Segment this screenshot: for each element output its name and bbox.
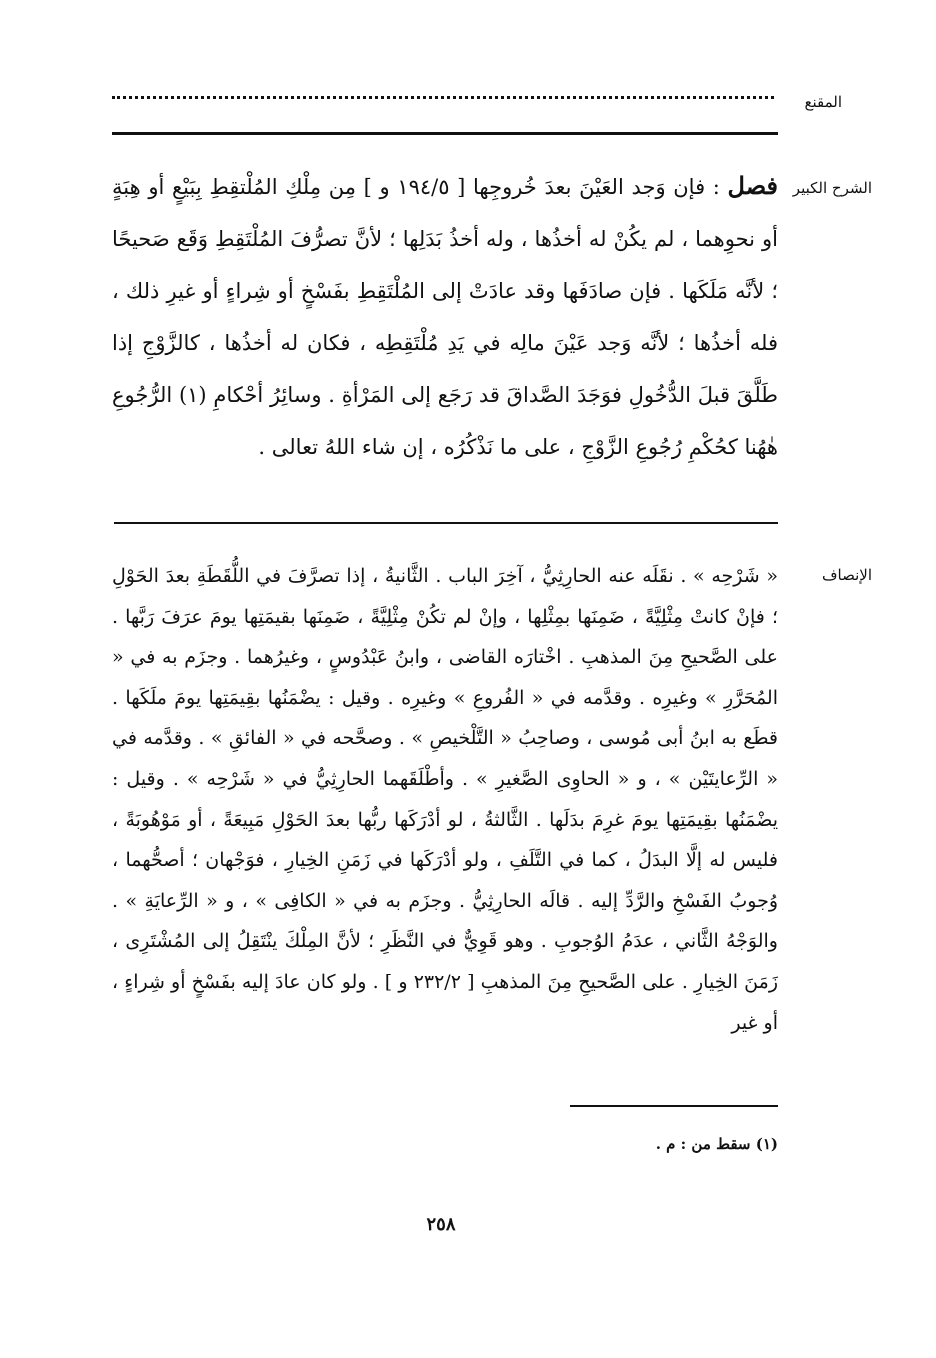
sharh-paragraph bbox=[112, 160, 778, 473]
page-number: ٢٥٨ bbox=[426, 1214, 456, 1235]
insaf-text: « شَرْحِه » . نقَلَه عنه الحارِثِيُّ ، آخِرَ الباب . الثَّانيةُ ، إذا تصرَّفَ في اللُّقَطَةِ بعدَ الحَوْلِ ؛ فإنْ كانتْ مِثْلِيَّةً ، ضَمِنَها بمِثْلِها ، وإنْ لم تكُنْ مِثْلِيَّةً ، ضَمِنَها بقيمَتِها يومَ عرَفَ رَبَّها . على الصَّحيحِ مِنَ المذهبِ . اخْتارَه القاضى ، وابنُ عَبْدُوسٍ ، وغيرُهما . وجزَم به في « المُحَرَّرِ » وغيرِه . وقدَّمه في « الفُروعِ » وغيرِه . وقيل : يضْمَنُها بقِيمَتِها يومَ ملَكَها . قطَع به ابنُ أبى مُوسى ، وصاحِبُ « التَّلْخيصِ » . وصحَّحه في « الفائقِ » . وقدَّمه في « الرِّعايتَيْن » ، و « الحاوِى الصَّغيرِ » . وأطْلَقَهما الحارِثِيُّ في « شَرْحِه » . وقيل : يضْمَنُها بقِيمَتِها يومَ غرِمَ بدَلَها . الثَّالثةُ ، لو أدْرَكَها ربُّها بعدَ الحَوْلِ مَبِيعَةً ، أو مَوْهُوبَةً ، فليس له إلَّا البدَلُ ، كما في التَّلَفِ ، ولو أدْرَكَها في زَمَنِ الخِيارِ ، فوَجْهان ؛ أصحُّهما ، وُجوبُ الفَسْخِ والرَّدِّ إليه . قالَه الحارِثِيُّ . وجزَم به في « الكافِى » ، و « الرِّعايَةِ » . والوَجْهُ الثَّاني ، عدَمُ الوُجوبِ . وهو قَوِيٌّ في النَّظَرِ ؛ لأنَّ المِلْكَ ينْتَقِلُ إلى المُشْتَرِى ، زَمَنَ الخِيارِ . على الصَّحيحِ مِنَ المذهبِ [ ٢٣٢/٢ و ] . ولو كان عادَ إليه بفَسْخٍ أو شِراءٍ ، أو غير bbox=[112, 565, 778, 1034]
footnote-divider bbox=[570, 1105, 778, 1107]
sharh-section bbox=[112, 160, 778, 473]
fasl-heading: فصل bbox=[727, 171, 778, 200]
footnote: (١) سقط من : م . bbox=[655, 1135, 778, 1153]
section-divider bbox=[114, 522, 778, 524]
sharh-margin-label: الشرح الكبير bbox=[792, 179, 872, 197]
sharh-text: : فإن وَجد العَيْنَ بعدَ خُروجِها [ ١٩٤/٥ و ] مِن مِلْكِ المُلْتقِطِ بِبَيْعٍ أو هِبَةٍ أو نحوِهما ، لم يكُنْ له أخذُها ، وله أخذُ بَدَلِها ؛ لأنَّ تصرُّفَ المُلْتَقِطِ وَقَع صَحيحًا ؛ لأنَّه مَلَكَها . فإن صادَفَها وقد عادَتْ إلى المُلْتَقِطِ بفَسْخٍ أو شِراءٍ أو غيرِ ذلك ، فله أخذُها ؛ لأنَّه وَجد عَيْنَ مالِه في يَدِ مُلْتَقِطِه ، فكان له أخذُها ، كالزَّوْجِ إذا طَلَّقَ قبلَ الدُّخُولِ فوَجَدَ الصَّداقَ قد رَجَع إلى المَرْأةِ . وسائِرُ أحْكامِ (١) الرُّجُوعِ هٰهُنا كحُكْمِ رُجُوعِ الزَّوْجِ ، على ما نَذْكُرُه ، إن شاء اللهُ تعالى . bbox=[112, 175, 778, 459]
header-rule bbox=[112, 132, 778, 135]
insaf-margin-label: الإنصاف bbox=[821, 566, 872, 584]
running-title: المقنع bbox=[804, 93, 842, 111]
header-dotted-leader bbox=[112, 96, 774, 99]
insaf-section bbox=[112, 556, 778, 1043]
